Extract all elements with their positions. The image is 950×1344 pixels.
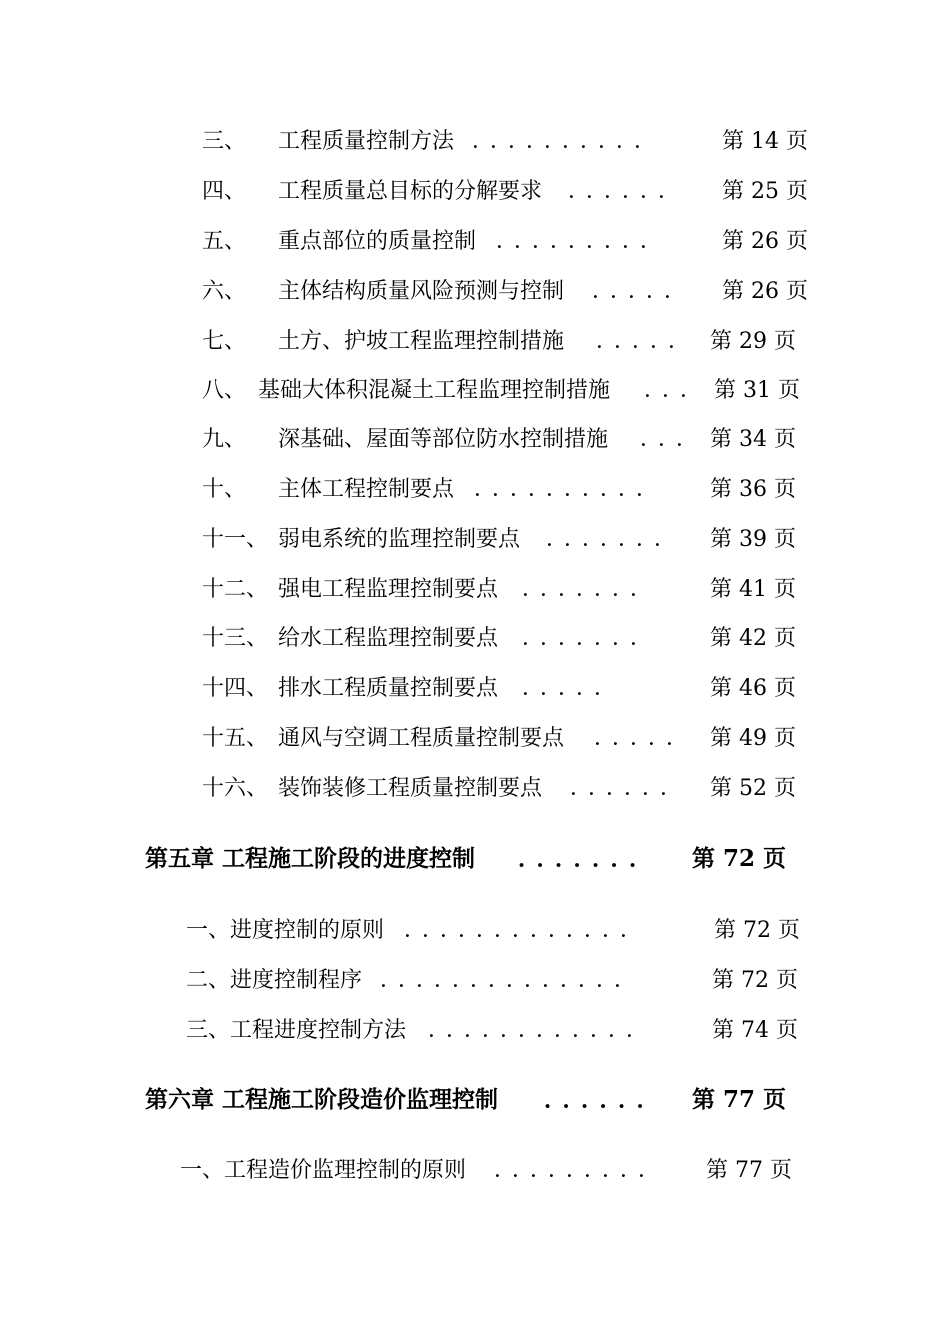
entry-number: 十一、 (202, 527, 269, 552)
toc-entry[interactable] (0, 774, 950, 804)
leader-dots: ．．．．． (522, 676, 624, 701)
leader-dots: ．．． (644, 378, 710, 403)
chapter-title: 第五章 工程施工阶段的进度控制 (145, 845, 476, 872)
entry-title: 装饰装修工程质量控制要点 (278, 776, 543, 801)
entry-page: 第 39 页 (710, 527, 796, 552)
leader-dots: ．．．．． (596, 329, 698, 354)
entry-title: 通风与空调工程质量控制要点 (278, 726, 565, 751)
toc-entry[interactable] (0, 575, 950, 605)
toc-entry[interactable] (0, 916, 950, 946)
entry-page: 第 72 页 (714, 918, 800, 943)
leader-dots: ．．．．．．． (522, 577, 660, 602)
entry-title: 给水工程监理控制要点 (278, 626, 499, 651)
entry-page: 第 25 页 (722, 179, 808, 204)
leader-dots: ．．．．．．．．． (496, 229, 670, 254)
entry-page: 第 52 页 (710, 776, 796, 801)
entry-title: 一、进度控制的原则 (186, 918, 385, 943)
entry-number: 四、 (202, 179, 247, 204)
entry-title: 基础大体积混凝土工程监理控制措施 (258, 378, 611, 403)
entry-page: 第 26 页 (722, 279, 808, 304)
entry-page: 第 74 页 (712, 1018, 798, 1043)
entry-number: 十四、 (202, 676, 269, 701)
entry-number: 五、 (202, 229, 247, 254)
toc-entry[interactable] (0, 277, 950, 307)
toc-entry[interactable] (0, 966, 950, 996)
toc-entry[interactable] (0, 425, 950, 455)
toc-entry[interactable] (0, 724, 950, 754)
entry-page: 第 72 页 (712, 968, 798, 993)
toc-entry[interactable] (0, 177, 950, 207)
entry-number: 十二、 (202, 577, 269, 602)
toc-entry[interactable] (0, 327, 950, 357)
entry-title: 工程质量总目标的分解要求 (278, 179, 543, 204)
leader-dots: ．．．．．．．．．． (474, 477, 666, 502)
leader-dots: ．．． (640, 427, 706, 452)
leader-dots: ．．．．．． (544, 1086, 667, 1113)
entry-page: 第 29 页 (710, 329, 796, 354)
leader-dots: ．．．．．．．．．．．．． (404, 918, 650, 943)
entry-title: 深基础、屋面等部位防水控制措施 (278, 427, 609, 452)
entry-title: 工程质量控制方法 (278, 129, 455, 154)
entry-number: 九、 (202, 427, 247, 452)
entry-number: 七、 (202, 329, 247, 354)
entry-number: 八、 (202, 378, 247, 403)
leader-dots: ．．．．．．． (518, 845, 659, 872)
entry-number: 六、 (202, 279, 247, 304)
entry-page: 第 34 页 (710, 427, 796, 452)
entry-number: 十六、 (202, 776, 269, 801)
entry-page: 第 49 页 (710, 726, 796, 751)
leader-dots: ．．．．．．． (522, 626, 660, 651)
leader-dots: ．．．．．．． (546, 527, 684, 552)
entry-title: 重点部位的质量控制 (278, 229, 477, 254)
entry-title: 二、进度控制程序 (186, 968, 363, 993)
entry-page: 第 36 页 (710, 477, 796, 502)
entry-page: 第 46 页 (710, 676, 796, 701)
entry-page: 第 26 页 (722, 229, 808, 254)
leader-dots: ．．．．．． (570, 776, 690, 801)
entry-title: 一、工程造价监理控制的原则 (180, 1158, 467, 1183)
entry-number: 十五、 (202, 726, 269, 751)
toc-chapter[interactable] (0, 844, 950, 874)
entry-number: 三、 (202, 129, 247, 154)
toc-entry[interactable] (0, 525, 950, 555)
entry-title: 弱电系统的监理控制要点 (278, 527, 521, 552)
leader-dots: ．．．．． (592, 279, 694, 304)
toc-entry[interactable] (0, 127, 950, 157)
entry-title: 排水工程质量控制要点 (278, 676, 499, 701)
entry-number: 十三、 (202, 626, 269, 651)
entry-page: 第 14 页 (722, 129, 808, 154)
leader-dots: ．．．．．．．．．．．． (428, 1018, 656, 1043)
leader-dots: ．．．．．．．．． (494, 1158, 668, 1183)
leader-dots: ．．．．． (594, 726, 696, 751)
toc-entry[interactable] (0, 624, 950, 654)
leader-dots: ．．．．．． (568, 179, 688, 204)
toc-entry[interactable] (0, 376, 950, 406)
leader-dots: ．．．．．．．．．． (472, 129, 664, 154)
toc-entry[interactable] (0, 475, 950, 505)
chapter-page: 第 77 页 (692, 1086, 787, 1113)
entry-page: 第 41 页 (710, 577, 796, 602)
entry-title: 主体结构质量风险预测与控制 (278, 279, 565, 304)
chapter-page: 第 72 页 (692, 845, 787, 872)
leader-dots: ．．．．．．．．．．．．．． (380, 968, 644, 993)
toc-chapter[interactable] (0, 1085, 950, 1115)
entry-number: 十、 (202, 477, 247, 502)
toc-entry[interactable] (0, 1016, 950, 1046)
entry-page: 第 77 页 (706, 1158, 792, 1183)
toc-entry[interactable] (0, 674, 950, 704)
entry-title: 主体工程控制要点 (278, 477, 455, 502)
entry-title: 土方、护坡工程监理控制措施 (278, 329, 565, 354)
chapter-title: 第六章 工程施工阶段造价监理控制 (145, 1086, 499, 1113)
toc-entry[interactable] (0, 1156, 950, 1186)
toc-entry[interactable] (0, 227, 950, 257)
entry-title: 三、工程进度控制方法 (186, 1018, 407, 1043)
entry-page: 第 31 页 (714, 378, 800, 403)
entry-page: 第 42 页 (710, 626, 796, 651)
entry-title: 强电工程监理控制要点 (278, 577, 499, 602)
